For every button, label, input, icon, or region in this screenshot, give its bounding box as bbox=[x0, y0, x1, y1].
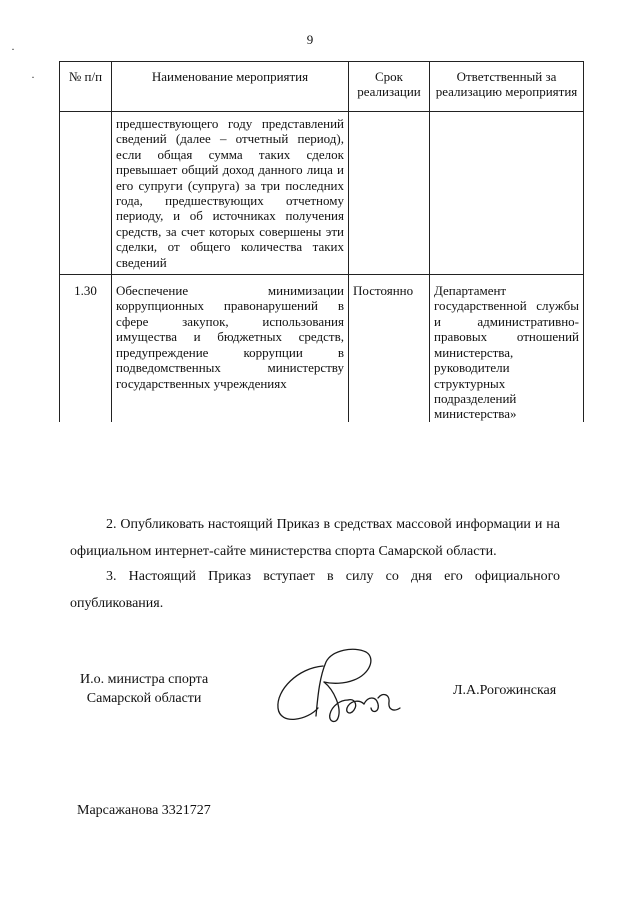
cell-name: Обеспечение минимизации коррупционных правонарушений в сфере закупок, использования имущества и бюджетных средств, предупреждение коррупции в подведомственных министерству государственных учреждениях bbox=[112, 275, 349, 422]
signatory-name: Л.А.Рогожинская bbox=[453, 683, 557, 698]
signatory-title-line2: Самарской области bbox=[86, 691, 202, 706]
signatory-title bbox=[80, 670, 208, 708]
cell-num: 1.30 bbox=[60, 275, 112, 422]
header-responsible: Ответственный за реализацию мероприятия bbox=[430, 62, 584, 112]
margin-dot: · bbox=[11, 42, 15, 56]
signatory-title-line1: И.о. министра спорта bbox=[80, 672, 209, 687]
header-name: Наименование мероприятия bbox=[112, 62, 349, 112]
header-num: № п/п bbox=[60, 62, 112, 112]
table-header-row bbox=[60, 62, 584, 112]
table-row-continuation bbox=[60, 112, 584, 275]
paragraph-3: 3. Настоящий Приказ вступает в силу со дня его официального опубликования. bbox=[70, 569, 560, 611]
cell-name: предшествующего году представлений сведений (далее – отчетный период), если общая сумма таких сделок превышает общий доход данного лица и его супруги (супруга) за три последних года, предшествующих отчетному периоду, и об источниках получения средств, за счет которых совершены эти сделки, от общего количества таких сведений bbox=[112, 112, 349, 275]
page-number: 9 bbox=[306, 32, 314, 47]
cell-term bbox=[349, 112, 430, 275]
table-row bbox=[60, 275, 584, 422]
paragraph-2: 2. Опубликовать настоящий Приказ в средствах массовой информации и на официальном интернет-сайте министерства спорта Самарской области. bbox=[70, 517, 560, 559]
margin-dot: · bbox=[31, 70, 35, 84]
contact-info: Марсажанова 3321727 bbox=[77, 803, 211, 818]
header-term: Срок реализации bbox=[349, 62, 430, 112]
cell-num bbox=[60, 112, 112, 275]
cell-responsible bbox=[430, 112, 584, 275]
handwritten-signature bbox=[268, 638, 403, 733]
cell-term: Постоянно bbox=[349, 275, 430, 422]
cell-responsible: Департамент государственной службы и административно-правовых отношений министерства, руководители структурных подразделений министерства» bbox=[430, 275, 584, 422]
events-table bbox=[59, 61, 584, 422]
